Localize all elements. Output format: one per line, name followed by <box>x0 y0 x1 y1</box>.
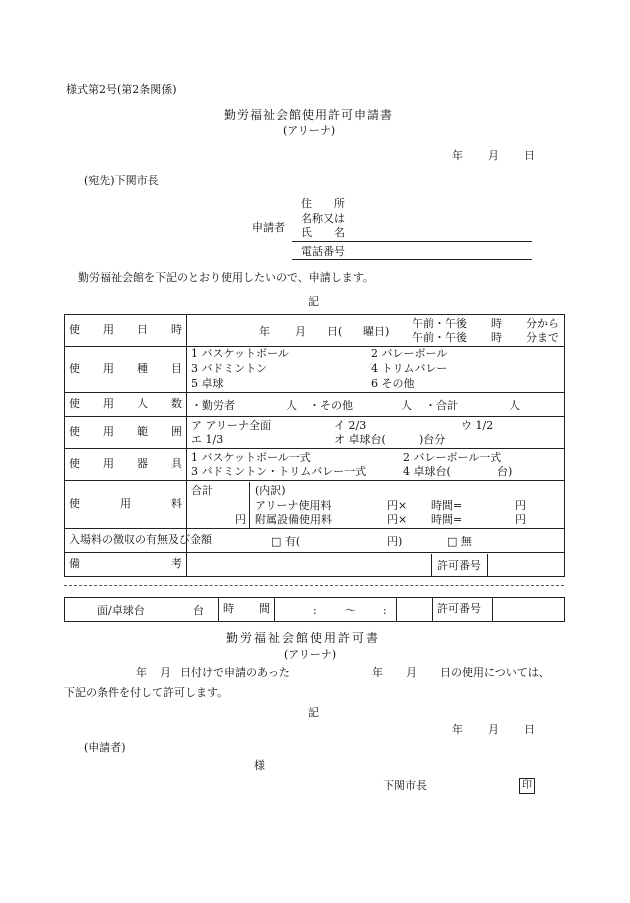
date-day: 日 <box>524 149 535 162</box>
permit-date-year: 年 <box>452 723 463 736</box>
value-remarks <box>187 553 565 577</box>
label-equipment: 使 用 器 具 <box>65 449 187 481</box>
row-fee <box>65 481 565 529</box>
label-entry-fee: 入場料の徴収の有無及び金額 <box>65 529 187 553</box>
permit-date-month: 月 <box>488 723 499 736</box>
address-label-2: 所 <box>334 197 345 210</box>
value-range: ア アリーナ全面 イ 2/3 ウ 1/2 エ 1/3 オ 卓球台( )台分 <box>187 417 565 449</box>
permit-number-label: 許可番号 <box>437 558 481 572</box>
name-label-2b: 名 <box>334 226 345 239</box>
permit-info-table <box>64 597 565 622</box>
row-date <box>65 315 565 347</box>
application-table <box>64 314 565 577</box>
body-line-2: 下記の条件を付して許可します。 <box>64 686 229 699</box>
label-range: 使 用 範 囲 <box>65 417 187 449</box>
applicant-label: 申請者 <box>252 221 285 234</box>
intro-text: 勤労福祉会館を下記のとおり使用したいので、申請します。 <box>78 271 374 284</box>
label-date: 使 用 日 時 <box>65 315 187 347</box>
permit-title: 勤労福祉会館使用許可書 <box>226 631 381 645</box>
yes-checkbox[interactable]: □ 有( <box>271 534 301 548</box>
phone-label: 電話番号 <box>301 245 345 258</box>
date-year: 年 <box>452 149 463 162</box>
value-entry-fee: □ 有( 円) □ 無 <box>187 529 565 553</box>
body-day: 日付けで申請のあった <box>180 666 290 679</box>
time-label-cell: 時 間 <box>219 598 275 622</box>
ki-mark: 記 <box>308 295 319 308</box>
label-fee: 使 用 料 <box>65 481 187 529</box>
row-people <box>65 393 565 417</box>
label-people: 使 用 人 数 <box>65 393 187 417</box>
permit-sama: 様 <box>254 759 265 772</box>
value-fee: 合計 円 (内訳) アリーナ使用料 円× 時間= 円 附属設備使用料 円× 時間= 円 <box>187 481 565 529</box>
permit-mayor: 下関市長 <box>383 779 427 792</box>
body-year-2: 年 <box>372 666 383 679</box>
value-date: 年 月 日( 曜日) 午前・午後 時 分から 午前・午後 時 分まで <box>187 315 565 347</box>
application-subtitle: (アリーナ) <box>283 124 336 137</box>
row-entry-fee <box>65 529 565 553</box>
permit-ki-mark: 記 <box>308 706 319 719</box>
body-month: 月 <box>160 666 171 679</box>
application-title: 勤労福祉会館使用許可申請書 <box>224 108 394 122</box>
name-underline <box>292 241 532 242</box>
permit-date-day: 日 <box>524 723 535 736</box>
permit-applicant: (申請者) <box>84 741 126 754</box>
surface-cell: 面/卓球台 台 <box>65 598 219 622</box>
addressee: (宛先)下関市長 <box>84 174 159 187</box>
body-day-2: 日の使用については、 <box>440 666 550 679</box>
address-label-1: 住 <box>301 197 312 210</box>
date-month: 月 <box>488 149 499 162</box>
cut-line <box>64 585 564 586</box>
permit-number-label-2: 許可番号 <box>433 598 493 622</box>
row-type <box>65 347 565 393</box>
row-range <box>65 417 565 449</box>
permit-number-value <box>493 598 565 622</box>
body-month-2: 月 <box>406 666 417 679</box>
phone-underline <box>292 259 532 260</box>
label-type: 使 用 種 目 <box>65 347 187 393</box>
time-value-cell: : 〜 : <box>275 598 397 622</box>
row-remarks <box>65 553 565 577</box>
body-year: 年 <box>136 666 147 679</box>
value-type: 1 バスケットボール 2 バレーボール 3 バドミントン 4 トリムバレー 5 卓球 6 その他 <box>187 347 565 393</box>
value-people: ・勤労者 人 ・その他 人 ・合計 人 <box>187 393 565 417</box>
permit-subtitle: (アリーナ) <box>284 648 337 661</box>
row-equipment <box>65 449 565 481</box>
name-label-1: 名称又は <box>301 212 345 225</box>
form-number: 様式第2号(第2条関係) <box>66 83 177 96</box>
no-checkbox[interactable]: □ 無 <box>447 534 472 548</box>
seal-mark: 印 <box>519 778 535 794</box>
value-equipment: 1 バスケットボール一式 2 バレーボール一式 3 バドミントン・トリムバレー一式 4 卓球台( 台) <box>187 449 565 481</box>
label-remarks: 備 考 <box>65 553 187 577</box>
name-label-2a: 氏 <box>301 226 312 239</box>
